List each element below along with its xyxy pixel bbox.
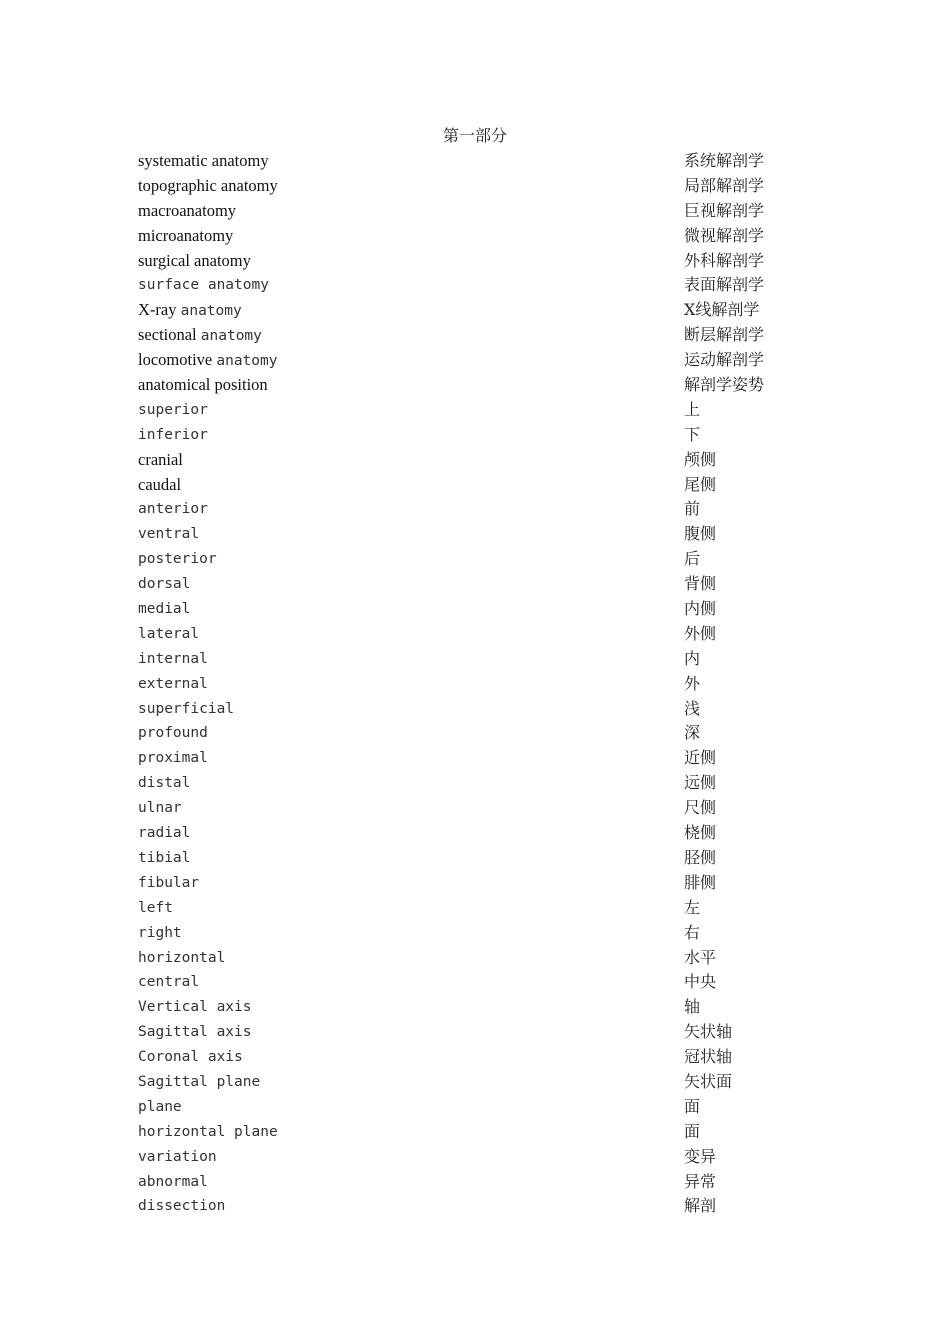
chinese-translation: 桡侧 xyxy=(684,823,717,843)
english-term xyxy=(138,497,208,522)
english-term xyxy=(138,970,199,995)
glossary-row xyxy=(138,622,838,647)
glossary-row xyxy=(138,1045,838,1070)
english-term xyxy=(138,522,199,547)
glossary-row xyxy=(138,1170,838,1195)
chinese-translation: 面 xyxy=(684,1096,701,1116)
english-term xyxy=(138,846,190,871)
english-term xyxy=(138,1145,217,1170)
english-term-segment: distal xyxy=(138,775,191,792)
english-term xyxy=(138,647,208,672)
english-term-segment: posterior xyxy=(138,551,217,568)
english-term xyxy=(138,174,278,200)
glossary-row xyxy=(138,174,838,199)
chinese-translation: 腓侧 xyxy=(684,872,717,892)
glossary-row xyxy=(138,149,838,174)
english-term-segment: external xyxy=(138,675,208,692)
chinese-translation: 解剖 xyxy=(684,1196,717,1216)
chinese-translation: 深 xyxy=(684,723,701,743)
glossary-row xyxy=(138,323,838,348)
english-term xyxy=(138,946,225,971)
chinese-translation: 矢状轴 xyxy=(684,1022,733,1042)
chinese-translation: 尾侧 xyxy=(684,474,717,494)
english-term-segment: ventral xyxy=(138,526,200,543)
english-term-segment: Sagittal plane xyxy=(138,1073,261,1090)
english-term-segment: medial xyxy=(138,601,191,618)
english-term xyxy=(138,572,190,597)
glossary-row xyxy=(138,921,838,946)
english-term-segment: macroanatomy xyxy=(138,200,237,220)
english-term xyxy=(138,871,199,896)
chinese-translation: 近侧 xyxy=(684,748,717,768)
chinese-translation: 微视解剖学 xyxy=(684,225,765,245)
glossary-row xyxy=(138,946,838,971)
english-term-segment: sectional xyxy=(138,325,201,345)
glossary-row xyxy=(138,597,838,622)
english-term-segment: dorsal xyxy=(138,576,191,593)
english-term xyxy=(138,1045,243,1070)
english-term-segment: anatomy xyxy=(216,353,278,370)
english-term-segment: central xyxy=(138,974,200,991)
chinese-translation: 背侧 xyxy=(684,574,717,594)
english-term xyxy=(138,448,183,474)
english-term-segment: Coronal axis xyxy=(138,1049,243,1066)
chinese-translation: 面 xyxy=(684,1121,701,1141)
glossary-row xyxy=(138,647,838,672)
english-term-segment: tibial xyxy=(138,849,191,866)
glossary-row xyxy=(138,970,838,995)
chinese-translation: 右 xyxy=(684,922,701,942)
chinese-translation: 颅侧 xyxy=(684,449,717,469)
english-term-segment: inferior xyxy=(138,426,208,443)
chinese-translation: 解剖学姿势 xyxy=(684,375,765,395)
chinese-translation: 矢状面 xyxy=(684,1071,733,1091)
glossary-row xyxy=(138,672,838,697)
english-term-segment: anatomy xyxy=(180,303,242,320)
english-term xyxy=(138,1120,278,1145)
english-term xyxy=(138,1095,182,1120)
english-term xyxy=(138,348,277,374)
english-term xyxy=(138,896,173,921)
english-term-segment: abnormal xyxy=(138,1173,208,1190)
glossary-row xyxy=(138,746,838,771)
english-term-segment: horizontal xyxy=(138,949,226,966)
glossary-row xyxy=(138,796,838,821)
glossary-row xyxy=(138,522,838,547)
english-term-segment: internal xyxy=(138,650,208,667)
english-term-segment: left xyxy=(138,899,173,916)
glossary-row xyxy=(138,224,838,249)
glossary-row xyxy=(138,1095,838,1120)
glossary-row xyxy=(138,846,838,871)
english-term xyxy=(138,398,208,423)
chinese-translation: 中央 xyxy=(684,972,717,992)
chinese-translation: 外 xyxy=(684,673,701,693)
english-term-segment: anatomy xyxy=(200,328,262,345)
english-term xyxy=(138,622,199,647)
glossary-row xyxy=(138,373,838,398)
english-term xyxy=(138,373,268,399)
english-term xyxy=(138,796,182,821)
english-term xyxy=(138,821,190,846)
glossary-row xyxy=(138,697,838,722)
chinese-translation: 变异 xyxy=(684,1146,717,1166)
english-term-segment: X-ray xyxy=(138,300,181,320)
glossary-row xyxy=(138,1145,838,1170)
chinese-translation: 胫侧 xyxy=(684,847,717,867)
english-term xyxy=(138,323,262,349)
english-term xyxy=(138,1170,208,1195)
chinese-translation: 后 xyxy=(684,549,701,569)
glossary-list xyxy=(138,149,838,1219)
chinese-translation: 局部解剖学 xyxy=(684,175,765,195)
glossary-row xyxy=(138,896,838,921)
chinese-translation: 前 xyxy=(684,499,701,519)
glossary-row xyxy=(138,1020,838,1045)
english-term xyxy=(138,423,208,448)
english-term-segment: surgical anatomy xyxy=(138,250,251,270)
chinese-translation: 浅 xyxy=(684,698,701,718)
english-term-segment: variation xyxy=(138,1148,217,1165)
glossary-row xyxy=(138,348,838,373)
chinese-translation: 腹侧 xyxy=(684,524,717,544)
english-term-segment: caudal xyxy=(138,474,182,494)
english-term xyxy=(138,721,208,746)
glossary-row xyxy=(138,871,838,896)
english-term xyxy=(138,224,233,250)
chinese-translation: 运动解剖学 xyxy=(684,350,765,370)
chinese-translation: 巨视解剖学 xyxy=(684,200,765,220)
chinese-translation: 下 xyxy=(684,424,701,444)
chinese-translation: 水平 xyxy=(684,947,717,967)
chinese-translation: 外侧 xyxy=(684,623,717,643)
english-term-segment: superficial xyxy=(138,700,235,717)
glossary-row xyxy=(138,448,838,473)
glossary-row xyxy=(138,423,838,448)
english-term-segment: superior xyxy=(138,401,208,418)
english-term-segment: ulnar xyxy=(138,800,182,817)
glossary-row xyxy=(138,1194,838,1219)
english-term xyxy=(138,273,269,298)
glossary-row xyxy=(138,821,838,846)
english-term xyxy=(138,597,190,622)
glossary-row xyxy=(138,771,838,796)
english-term-segment: Vertical axis xyxy=(138,999,252,1016)
english-term-segment: Sagittal axis xyxy=(138,1024,252,1041)
english-term-segment: surface anatomy xyxy=(138,277,269,294)
english-term-segment: proximal xyxy=(138,750,208,767)
glossary-row xyxy=(138,1120,838,1145)
english-term-segment: right xyxy=(138,924,182,941)
page-title: 第一部分 xyxy=(442,126,507,145)
glossary-row xyxy=(138,199,838,224)
english-term xyxy=(138,921,182,946)
glossary-row xyxy=(138,547,838,572)
chinese-translation: 内侧 xyxy=(684,599,717,619)
english-term-segment: topographic anatomy xyxy=(138,175,278,195)
english-term xyxy=(138,771,190,796)
english-term xyxy=(138,199,236,225)
english-term xyxy=(138,697,234,722)
chinese-translation: 内 xyxy=(684,648,701,668)
glossary-row xyxy=(138,273,838,298)
english-term-segment: anatomical position xyxy=(138,375,268,395)
chinese-translation: 外科解剖学 xyxy=(684,250,765,270)
chinese-translation: 异常 xyxy=(684,1171,717,1191)
english-term xyxy=(138,672,208,697)
chinese-translation: 左 xyxy=(684,897,701,917)
english-term xyxy=(138,547,217,572)
chinese-translation: 远侧 xyxy=(684,773,717,793)
english-term-segment: profound xyxy=(138,725,208,742)
english-term-segment: systematic anatomy xyxy=(138,151,269,170)
english-term xyxy=(138,249,251,275)
english-term-segment: cranial xyxy=(138,449,183,469)
english-term-segment: radial xyxy=(138,825,191,842)
glossary-row xyxy=(138,497,838,522)
english-term-segment: horizontal plane xyxy=(138,1123,278,1140)
chinese-translation: 冠状轴 xyxy=(684,1047,733,1067)
glossary-row xyxy=(138,473,838,498)
english-term-segment: fibular xyxy=(138,874,200,891)
chinese-translation: 系统解剖学 xyxy=(684,151,765,170)
english-term-segment: microanatomy xyxy=(138,225,234,245)
chinese-translation: 表面解剖学 xyxy=(684,275,765,295)
english-term xyxy=(138,298,242,324)
glossary-row xyxy=(138,1070,838,1095)
glossary-row xyxy=(138,249,838,274)
english-term-segment: anterior xyxy=(138,501,208,518)
chinese-translation: 断层解剖学 xyxy=(684,325,765,345)
chinese-translation: X线解剖学 xyxy=(684,300,760,320)
english-term xyxy=(138,149,269,175)
english-term xyxy=(138,995,252,1020)
glossary-row xyxy=(138,572,838,597)
english-term xyxy=(138,1194,225,1219)
glossary-row xyxy=(138,721,838,746)
english-term-segment: lateral xyxy=(138,625,200,642)
english-term xyxy=(138,1070,260,1095)
chinese-translation: 轴 xyxy=(684,997,701,1017)
glossary-row xyxy=(138,995,838,1020)
glossary-row xyxy=(138,298,838,323)
glossary-row xyxy=(138,398,838,423)
english-term xyxy=(138,746,208,771)
english-term xyxy=(138,1020,252,1045)
chinese-translation: 上 xyxy=(684,399,701,419)
english-term-segment: locomotive xyxy=(138,350,217,370)
english-term-segment: dissection xyxy=(138,1198,226,1215)
english-term xyxy=(138,473,181,499)
chinese-translation: 尺侧 xyxy=(684,798,717,818)
english-term-segment: plane xyxy=(138,1098,182,1115)
